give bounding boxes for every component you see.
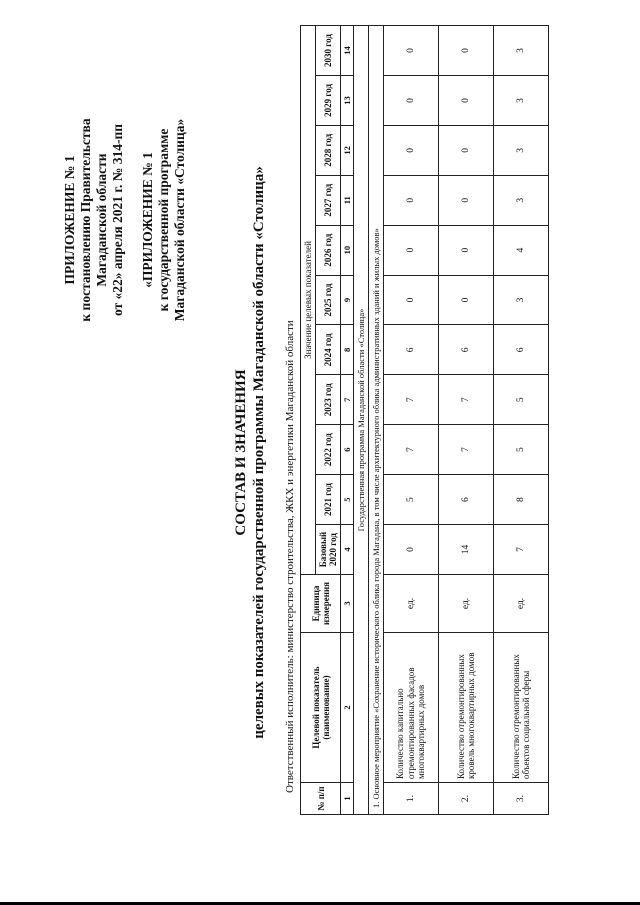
row-value: 6 — [439, 325, 494, 375]
col-number: 5 — [341, 475, 354, 525]
row-value: 7 — [384, 425, 439, 475]
row-value: 0 — [439, 125, 494, 175]
appendix-header — [62, 70, 188, 370]
col-number: 11 — [341, 175, 354, 225]
appendix-line: к постановлению Правительства — [78, 118, 93, 322]
row-value: 6 — [384, 325, 439, 375]
col-number: 8 — [341, 325, 354, 375]
row-value: 0 — [384, 26, 439, 76]
event-row — [369, 26, 384, 815]
table-row — [494, 26, 549, 815]
row-value: 0 — [384, 125, 439, 175]
header-year: 2024 год — [316, 325, 341, 375]
header-year: 2021 год — [316, 475, 341, 525]
col-number: 13 — [341, 75, 354, 125]
header-year: 2027 год — [316, 175, 341, 225]
row-value: 0 — [384, 525, 439, 575]
row-value: 4 — [494, 225, 549, 275]
appendix-title: ПРИЛОЖЕНИЕ № 1 — [62, 155, 77, 285]
row-unit: ед. — [384, 575, 439, 633]
col-number: 14 — [341, 26, 354, 76]
col-number: 1 — [341, 783, 354, 815]
row-value: 3 — [494, 75, 549, 125]
row-value: 0 — [439, 26, 494, 76]
row-unit: ед. — [494, 575, 549, 633]
row-name: Количество капитально отремонтированных фасадов многоквартирных домов — [384, 633, 439, 783]
row-value: 0 — [384, 75, 439, 125]
header-name: Целевой показатель (наименование) — [301, 633, 341, 783]
row-value: 0 — [439, 225, 494, 275]
row-value: 6 — [439, 475, 494, 525]
table-row — [439, 26, 494, 815]
header-year: 2022 год — [316, 425, 341, 475]
indicators-table — [300, 25, 549, 815]
header-year: 2029 год — [316, 75, 341, 125]
header-year: 2030 год — [316, 26, 341, 76]
col-number: 3 — [341, 575, 354, 633]
appendix-decree: от «22» апреля 2021 г. № 314-пп — [110, 123, 125, 317]
row-name: Количество отремонтированных объектов социальной сферы — [494, 633, 549, 783]
row-value: 7 — [494, 525, 549, 575]
table-row — [384, 26, 439, 815]
row-value: 0 — [384, 225, 439, 275]
header-values: Значение целевых показателей — [301, 26, 316, 575]
row-unit: ед. — [439, 575, 494, 633]
header-year: 2026 год — [316, 225, 341, 275]
col-number: 10 — [341, 225, 354, 275]
row-num: 2. — [439, 783, 494, 815]
row-value: 3 — [494, 125, 549, 175]
row-value: 7 — [384, 375, 439, 425]
col-number: 7 — [341, 375, 354, 425]
col-number: 9 — [341, 275, 354, 325]
appendix-title-2: «ПРИЛОЖЕНИЕ № 1 — [140, 152, 155, 288]
row-value: 0 — [384, 175, 439, 225]
col-number: 4 — [341, 525, 354, 575]
col-number: 6 — [341, 425, 354, 475]
subtitle-line: целевых показателей государственной программы Магаданской области «Столица» — [251, 166, 267, 739]
program-row — [354, 26, 369, 815]
row-value: 0 — [439, 75, 494, 125]
responsible-executor: Ответственный исполнитель: министерство строительства, ЖКХ и энергетики Магаданской области — [284, 320, 296, 793]
row-num: 3. — [494, 783, 549, 815]
row-value: 0 — [439, 275, 494, 325]
row-value: 0 — [439, 175, 494, 225]
header-year: 2023 год — [316, 375, 341, 425]
row-num: 1. — [384, 783, 439, 815]
column-numbers-row — [341, 26, 354, 815]
event-title: 1. Основное мероприятие «Сохранение исторического облика города Магадана, в том числе архитектурного облика административных зданий и жилых домов» — [369, 26, 384, 815]
row-value: 14 — [439, 525, 494, 575]
row-value: 0 — [384, 275, 439, 325]
col-number: 12 — [341, 125, 354, 175]
col-number: 2 — [341, 633, 354, 783]
row-value: 7 — [439, 425, 494, 475]
title-line: СОСТАВ И ЗНАЧЕНИЯ — [233, 369, 249, 536]
row-value: 6 — [494, 325, 549, 375]
row-value: 8 — [494, 475, 549, 525]
row-value: 5 — [384, 475, 439, 525]
header-year: 2025 год — [316, 275, 341, 325]
program-title: Государственная программа Магаданской области «Столица» — [354, 26, 369, 815]
appendix-line: Магаданской области «Столица» — [172, 118, 187, 322]
header-unit: Единица измерения — [301, 575, 341, 633]
row-value: 5 — [494, 375, 549, 425]
appendix-line: к государственной программе — [156, 128, 171, 312]
row-value: 3 — [494, 275, 549, 325]
header-base-year: Базовый 2020 год — [316, 525, 341, 575]
appendix-line: Магаданской области — [94, 153, 109, 287]
row-value: 3 — [494, 26, 549, 76]
header-num: № п/п — [301, 783, 341, 815]
row-value: 3 — [494, 175, 549, 225]
header-year: 2028 год — [316, 125, 341, 175]
document-title — [232, 0, 268, 905]
indicators-table-wrap — [300, 25, 549, 815]
row-value: 7 — [439, 375, 494, 425]
row-name: Количество отремонтированных кровель многоквартирных домов — [439, 633, 494, 783]
row-value: 5 — [494, 425, 549, 475]
